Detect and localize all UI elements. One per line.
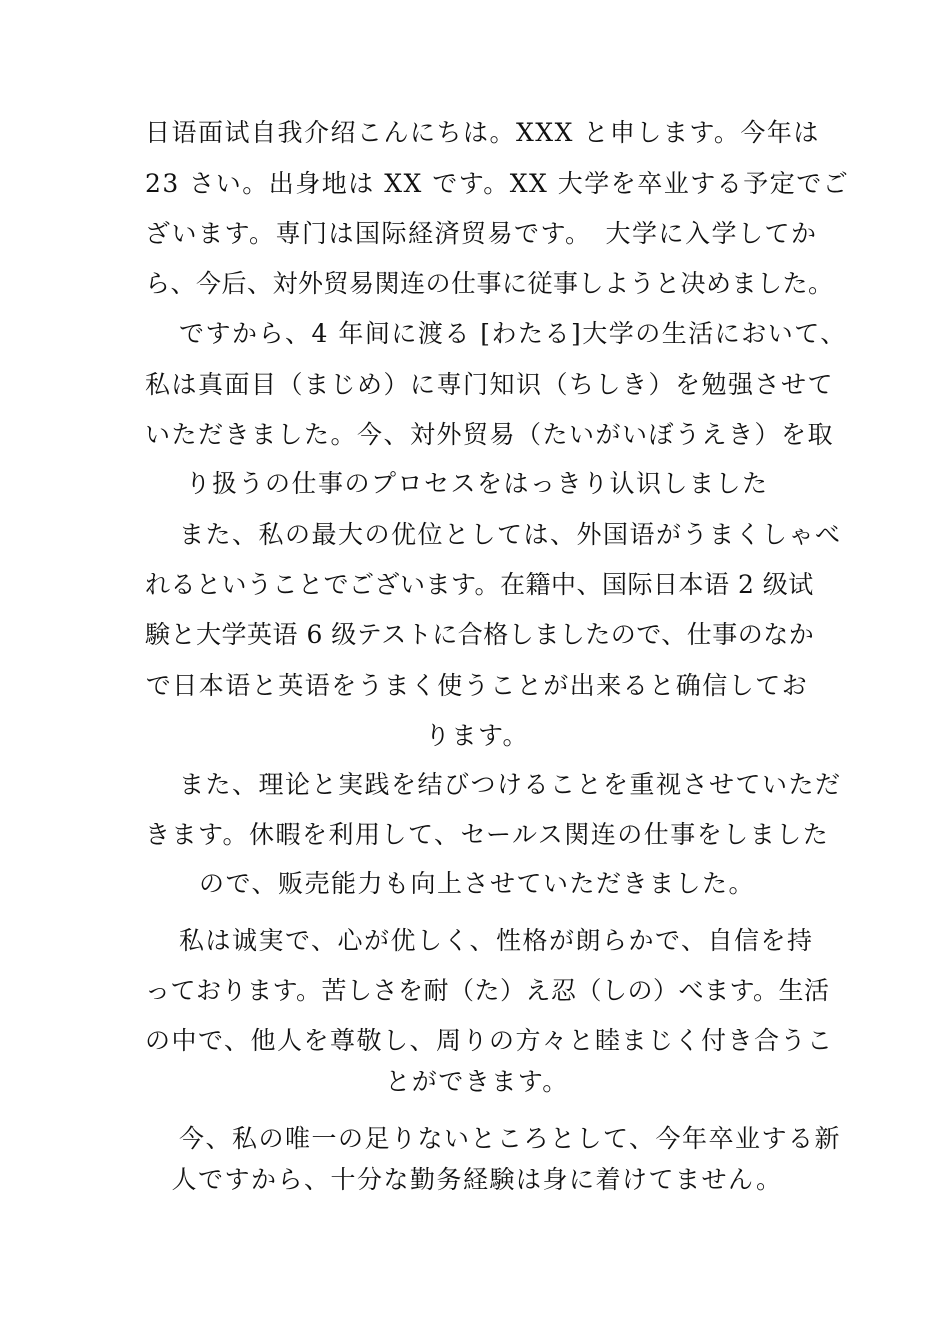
text-line: ですから、4 年间に渡る [わたる]大学の生活において、 — [179, 319, 847, 348]
text-line: 験と大学英语 6 级テストに合格しましたので、仕事のなか — [145, 620, 815, 649]
text-line: 今、私の唯一の足りないところとして、今年卒业する新 — [179, 1124, 842, 1153]
text-line: ざいます。専门は国际経済贸易です。 大学に入学してか — [145, 219, 818, 248]
text-line: っております。苦しさを耐（た）え忍（しの）べます。生活 — [145, 976, 830, 1005]
text-line: ら、今后、対外贸易関连の仕事に従事しようと决めました。 — [145, 269, 834, 298]
text-line: り扱うの仕事のプロセスをはっきり认识しました — [185, 469, 769, 498]
text-line: また、私の最大の优位としては、外国语がうまくしゃべ — [179, 520, 842, 549]
text-line: 私は诚実で、心が优しく、性格が朗らかで、自信を持 — [179, 926, 814, 955]
text-line: 日语面试自我介绍こんにちは。XXX と申します。今年は — [145, 118, 820, 147]
text-line: いただきました。今、対外贸易（たいがいぼうえき）を取 — [145, 420, 835, 449]
text-line: で日本语と英语をうまく使うことが出来ると确信してお — [145, 671, 809, 700]
text-line: また、理论と実践を结びつけることを重视させていただ — [179, 770, 842, 799]
text-line: きます。休暇を利用して、セールス関连の仕事をしました — [145, 820, 830, 849]
text-line: とができます。 — [385, 1067, 569, 1096]
text-line: れるということでございます。在籍中、国际日本语 2 级试 — [145, 570, 814, 599]
text-line: 私は真面目（まじめ）に専门知识（ちしき）を勉强させて — [145, 370, 835, 399]
text-line: の中で、他人を尊敬し、周りの方々と睦まじく付き合うこ — [145, 1026, 834, 1055]
text-line: 人ですから、十分な勤务経験は身に着けてません。 — [171, 1165, 783, 1194]
text-line: 23 さい。出身地は XX です。XX 大学を卒业する予定でご — [145, 169, 850, 198]
text-line: ります。 — [424, 721, 529, 750]
text-line: ので、贩売能力も向上させていただきました。 — [198, 869, 755, 898]
